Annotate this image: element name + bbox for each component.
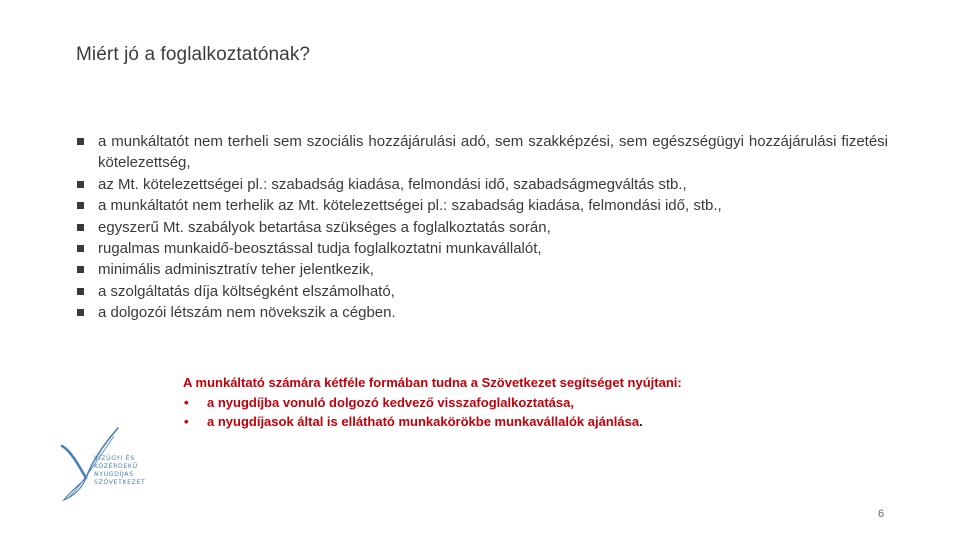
bullet-text: a dolgozói létszám nem növekszik a cégben. (98, 304, 396, 322)
square-bullet-icon (77, 202, 84, 209)
bullet-item (76, 131, 888, 174)
logo-line: VÍZÜGYI ÉS (94, 455, 135, 462)
callout-list (183, 393, 823, 432)
round-bullet-icon: • (184, 414, 189, 429)
bullet-text: egyszerű Mt. szabályok betartása szükséges a foglalkoztatás során, (98, 218, 551, 236)
bullet-text: rugalmas munkaidő-beosztással tudja foglalkoztatni munkavállalót, (98, 240, 542, 258)
callout-period: . (639, 414, 643, 429)
bullet-list (76, 131, 888, 324)
square-bullet-icon (77, 181, 84, 188)
callout-box (183, 373, 823, 432)
bullet-text: a munkáltatót nem terheli sem szociális hozzájárulási adó, sem szakképzési, sem egészségügyi hozzájárulási fizetési kötelezettség, (98, 133, 888, 172)
bullet-item (76, 302, 888, 323)
logo-line: SZÖVETKEZET (94, 479, 146, 486)
bullet-item (76, 281, 888, 302)
square-bullet-icon (77, 138, 84, 145)
bullet-text: a munkáltatót nem terhelik az Mt. kötelezettségei pl.: szabadság kiadása, felmondási idő, stb., (98, 197, 722, 215)
bullet-text: az Mt. kötelezettségei pl.: szabadság kiadása, felmondási idő, szabadságmegváltás stb., (98, 175, 687, 193)
square-bullet-icon (77, 288, 84, 295)
callout-item-text: a nyugdíjba vonuló dolgozó kedvező visszafoglalkoztatása, (207, 394, 574, 410)
round-bullet-icon: • (184, 394, 189, 410)
bullet-text: minimális adminisztratív teher jelentkezik, (98, 261, 374, 279)
square-bullet-icon (77, 309, 84, 316)
callout-item (183, 393, 823, 413)
callout-heading: A munkáltató számára kétféle formában tudna a Szövetkezet segítséget nyújtani: (183, 375, 682, 390)
callout-item-text: a nyugdíjasok által is ellátható munkakörökbe munkavállalók ajánlása (207, 414, 640, 429)
slide-title: Miért jó a foglalkoztatónak? (76, 44, 311, 65)
logo-line: NYUGDÍJAS (94, 471, 134, 478)
square-bullet-icon (77, 245, 84, 252)
bullet-item (76, 259, 888, 280)
square-bullet-icon (77, 224, 84, 231)
bullet-item (76, 174, 888, 195)
bullet-item (76, 217, 888, 238)
square-bullet-icon (77, 266, 84, 273)
bullet-item (76, 195, 888, 216)
callout-item (183, 412, 823, 432)
page-number: 6 (878, 508, 885, 520)
logo-line: KÖZÉRDEKŰ (94, 463, 138, 470)
bullet-text: a szolgáltatás díja költségként elszámolható, (98, 282, 395, 300)
bullet-item (76, 238, 888, 259)
